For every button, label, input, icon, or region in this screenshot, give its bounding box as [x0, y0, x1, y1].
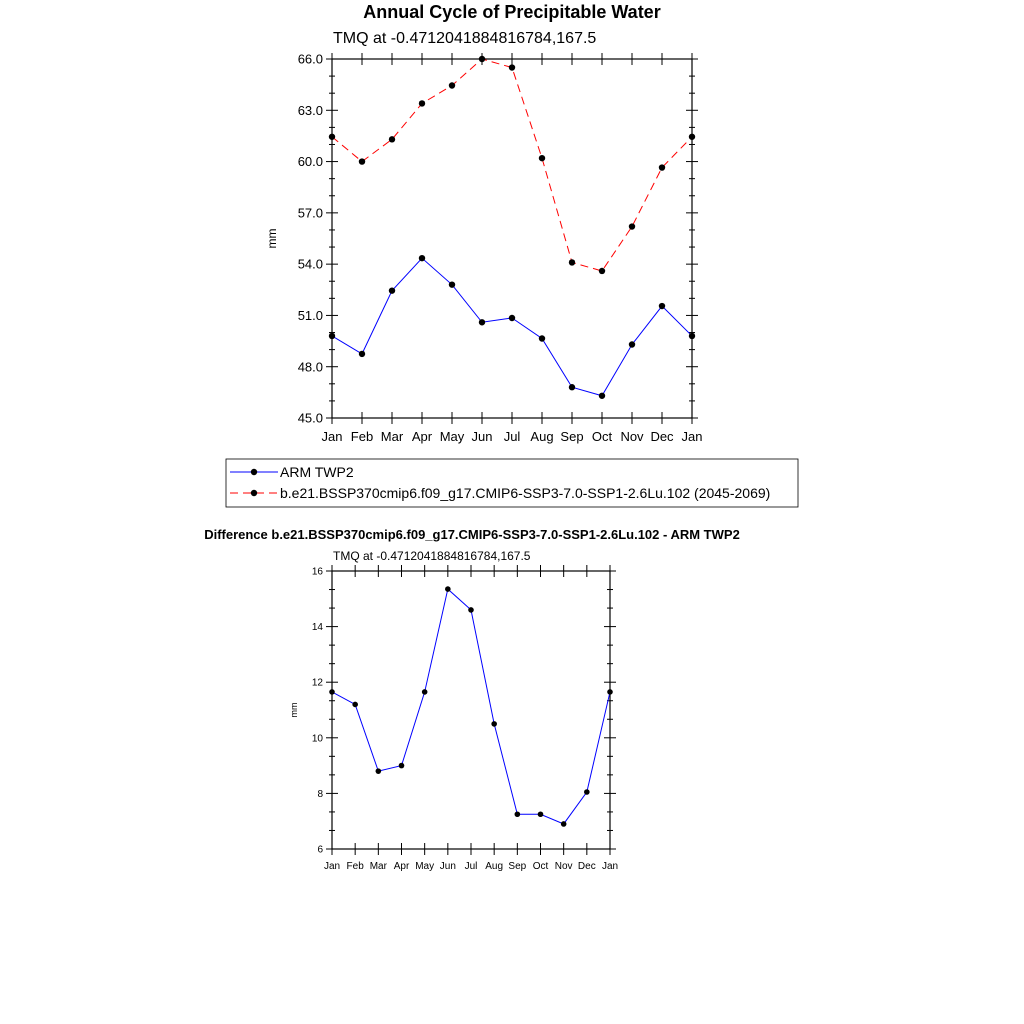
top-chart-subtitle: TMQ at -0.4712041884816784,167.5 [333, 30, 597, 47]
difference-chart [289, 565, 618, 872]
bottom-series-0-point [329, 689, 335, 695]
top-x-tick-label: Apr [411, 429, 433, 444]
top-annual-cycle-chart [265, 52, 702, 444]
bottom-x-tick-label: Nov [554, 861, 573, 872]
top-x-tick-label: Feb [350, 429, 374, 444]
top-series-1-point [419, 100, 425, 106]
top-series-0-point [359, 351, 365, 357]
top-series-0-point [419, 255, 425, 261]
legend-label-0: ARM TWP2 [280, 464, 354, 480]
top-series-1-point [539, 155, 545, 161]
top-y-tick-label: 60.0 [297, 154, 323, 170]
top-series-0-point [329, 333, 335, 339]
bottom-series-0-point [491, 721, 497, 727]
top-series-0-point [629, 341, 635, 347]
bottom-series-0-point [352, 702, 358, 708]
chart-title: Annual Cycle of Precipitable Water [363, 2, 661, 22]
bottom-series-0-point [515, 811, 521, 817]
bottom-series-0-point [561, 821, 567, 827]
top-series-1-point [599, 268, 605, 274]
top-x-tick-label: Jan [681, 429, 703, 444]
top-series-0-point [539, 335, 545, 341]
bottom-series-0-point [538, 811, 544, 817]
top-series-0-point [689, 333, 695, 339]
bottom-x-tick-label: Feb [346, 861, 364, 872]
legend-marker-0 [251, 469, 257, 475]
top-series-0-point [479, 319, 485, 325]
bottom-x-tick-label: Oct [532, 861, 549, 872]
bottom-y-tick-label: 8 [317, 788, 323, 800]
bottom-series-0-line [332, 589, 610, 824]
top-series-1-point [569, 259, 575, 265]
top-y-tick-label: 45.0 [297, 410, 323, 426]
bottom-y-axis-label: mm [289, 702, 299, 718]
top-series-1-point [629, 223, 635, 229]
top-series-1-point [479, 56, 485, 62]
top-y-tick-label: 54.0 [297, 256, 323, 272]
top-x-tick-label: Dec [650, 429, 674, 444]
top-x-tick-label: Aug [530, 429, 554, 444]
top-series-1-point [329, 134, 335, 140]
top-x-tick-label: May [439, 429, 465, 444]
bottom-y-tick-label: 16 [311, 566, 323, 578]
bottom-x-tick-label: May [415, 861, 435, 872]
bottom-x-tick-label: Jan [323, 861, 341, 872]
top-plot-frame [332, 59, 692, 418]
bottom-y-tick-label: 14 [311, 622, 323, 634]
bottom-x-tick-label: Apr [393, 861, 410, 872]
difference-chart-title: Difference b.e21.BSSP370cmip6.f09_g17.CMIP6-SSP3-7.0-SSP1-2.6Lu.102 - ARM TWP2 [204, 527, 740, 542]
top-series-1-point [389, 136, 395, 142]
top-series-1-point [509, 64, 515, 70]
bottom-y-tick-label: 12 [311, 677, 323, 689]
top-y-tick-label: 66.0 [297, 51, 323, 67]
bottom-series-0-point [607, 689, 613, 695]
legend-label-1: b.e21.BSSP370cmip6.f09_g17.CMIP6-SSP3-7.0-SSP1-2.6Lu.102 (2045-2069) [280, 485, 771, 501]
bottom-x-tick-label: Sep [508, 861, 527, 872]
top-x-tick-label: Jan [321, 429, 343, 444]
top-x-tick-label: Mar [380, 429, 404, 444]
top-chart-legend [226, 459, 798, 507]
top-series-1-point [659, 164, 665, 170]
legend-marker-1 [251, 490, 257, 496]
top-series-0-point [449, 281, 455, 287]
bottom-series-0-point [445, 586, 451, 592]
bottom-series-0-point [468, 607, 474, 613]
top-x-tick-label: Nov [620, 429, 644, 444]
top-series-1-point [449, 82, 455, 88]
top-series-1-point [359, 158, 365, 164]
top-x-tick-label: Jun [471, 429, 493, 444]
top-x-tick-label: Sep [560, 429, 584, 444]
top-series-0-point [389, 287, 395, 293]
bottom-x-tick-label: Aug [485, 861, 504, 872]
bottom-x-tick-label: Jul [464, 861, 478, 872]
bottom-series-0-point [422, 689, 428, 695]
bottom-x-tick-label: Jun [439, 861, 456, 872]
top-y-tick-label: 48.0 [297, 359, 323, 375]
top-x-tick-label: Jul [503, 429, 521, 444]
top-series-1-line [332, 59, 692, 271]
top-y-tick-label: 51.0 [297, 307, 323, 323]
top-y-tick-label: 57.0 [297, 205, 323, 221]
bottom-y-tick-label: 6 [317, 844, 323, 856]
top-y-axis-label: mm [265, 228, 279, 249]
top-series-0-point [659, 303, 665, 309]
top-y-tick-label: 63.0 [297, 102, 323, 118]
top-series-0-point [569, 384, 575, 390]
top-series-0-point [509, 315, 515, 321]
bottom-x-tick-label: Jan [601, 861, 619, 872]
bottom-series-0-point [376, 768, 382, 774]
top-series-0-line [332, 258, 692, 396]
top-series-1-point [689, 134, 695, 140]
bottom-chart-subtitle: TMQ at -0.4712041884816784,167.5 [333, 549, 531, 563]
bottom-x-tick-label: Dec [577, 861, 596, 872]
bottom-series-0-point [399, 763, 405, 769]
bottom-x-tick-label: Mar [369, 861, 387, 872]
top-series-0-point [599, 393, 605, 399]
bottom-series-0-point [584, 789, 590, 795]
bottom-y-tick-label: 10 [311, 733, 323, 745]
top-x-tick-label: Oct [591, 429, 613, 444]
